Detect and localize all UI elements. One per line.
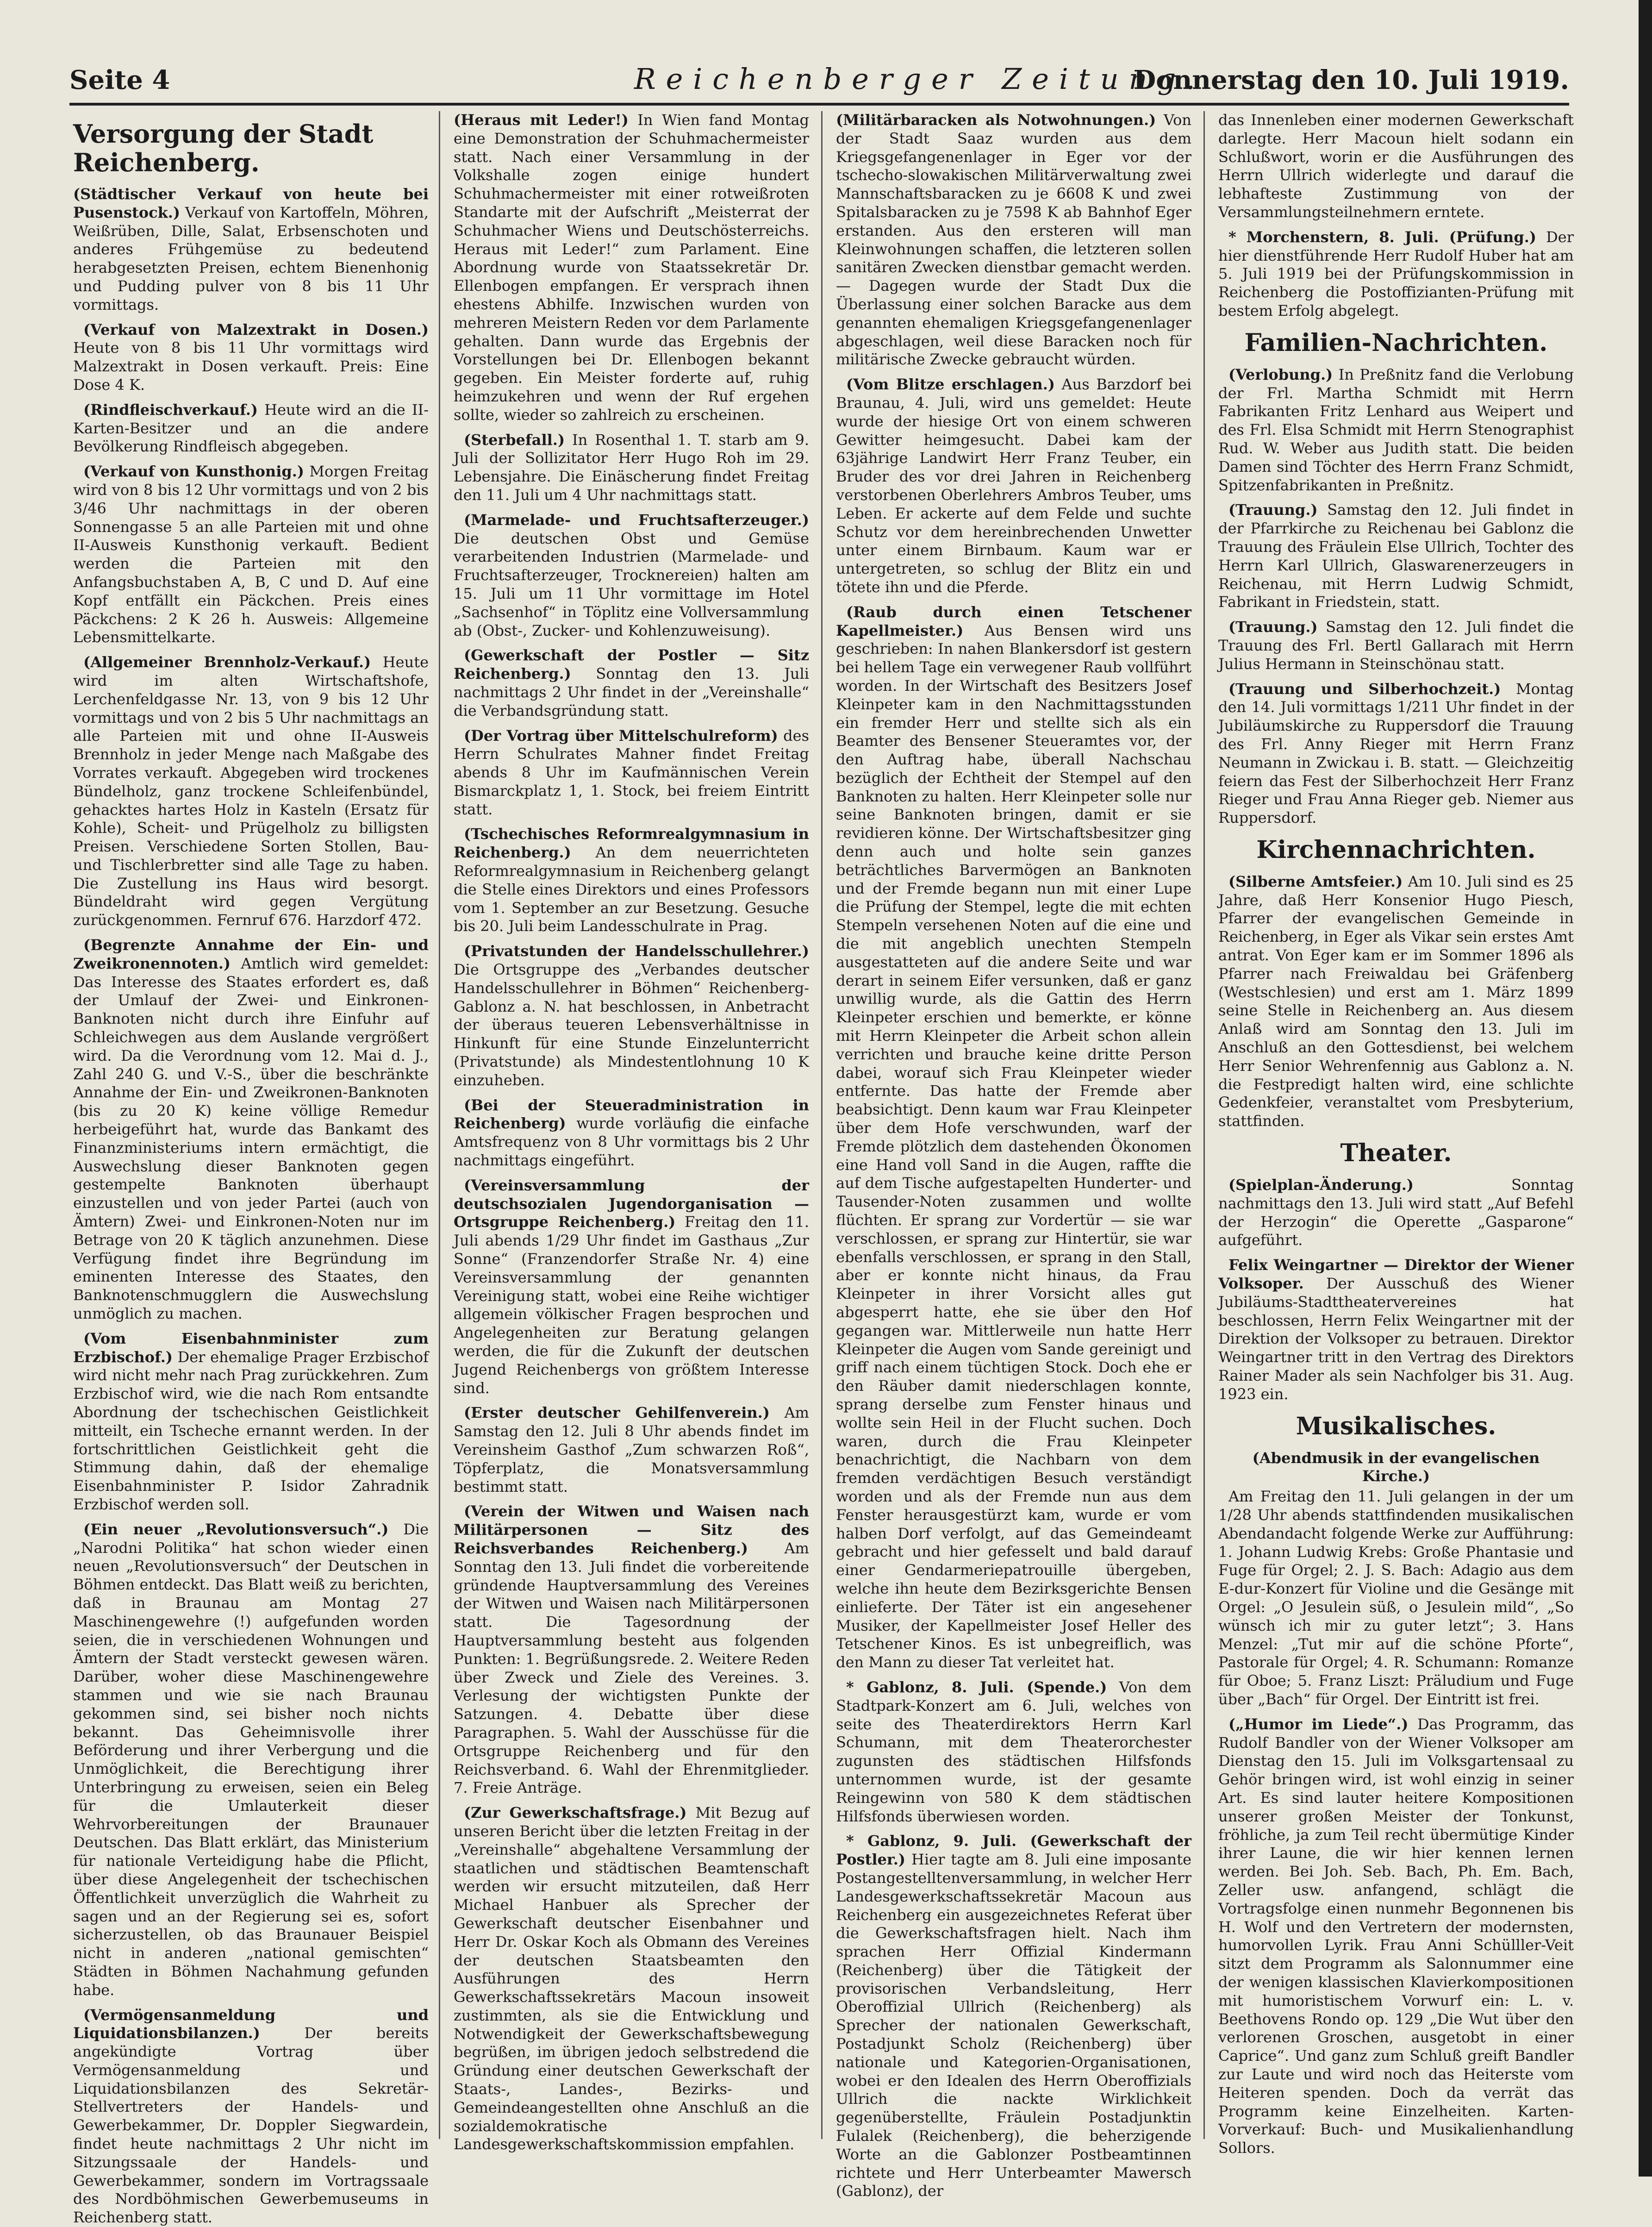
article-body: Sonntag nachmittags den 13. Juli wird statt „Auf Befehl der Herzogin“ die Operette „Gasparone“ aufgeführt. (1218, 1176, 1574, 1249)
section-heading-theater: Theater. (1218, 1139, 1574, 1168)
article-lead: (Verkauf von Malzextrakt in Dosen.) (83, 321, 429, 338)
masthead (69, 60, 1569, 97)
article-body: Am Freitag den 11. Juli gelangen in der um 1/28 Uhr abends stattfindenden musikalischen Abendandacht folgende Werke zur Aufführung: 1. Johann Ludwig Krebs: Große Phantasie und Fuge für Orgel; 2. J. S. Bach: Adagio aus dem E-dur-Konzert für Violine und die Gesänge mit Orgel: „O Jesulein süß, o Jesulein mild“, „So wünsch ich mir zu guter letzt“; 3. Hans Menzel: „Tut mir auf die schöne Pforte“, Pastorale für Orgel; 4. R. Schumann: Romanze für Oboe; 5. Franz Liszt: Präludium und Fuge über „Bach“ für Orgel. Der Eintritt ist frei. (1218, 1488, 1574, 1708)
article-lead: (Gewerkschaft der Postler — Sitz Reichenberg.) (454, 646, 809, 682)
article-lead: (Allgemeiner Brennholz-Verkauf.) (83, 653, 371, 671)
article (1218, 366, 1574, 495)
article (454, 431, 809, 505)
article-lead: (Silberne Amtsfeier.) (1228, 873, 1403, 890)
article-body: Der ehemalige Prager Erzbischof wird nicht mehr nach Prag zurückkehren. Zum Erzbischof wird, wie die nach Rom entsandte Abordnung der tschechischen Geistlichkeit mitteilt, ein Tscheche ernannt werden. In der fortschrittlichen Geistlichkeit geht die Stimmung dahin, daß der ehemalige Eisenbahnminister P. Isidor Zahradnik Erzbischof werden soll. (73, 1348, 429, 1513)
article (454, 646, 809, 720)
article-lead: (Begrenzte Annahme der Ein- und Zweikronennoten.) (73, 936, 429, 972)
article-body: Aus Bensen wird uns geschrieben: In nahen Blankersdorf ist gestern bei hellem Tage ein verwegener Raub vollführt worden. In der Wirtschaft des Besitzers Josef Kleinpeter kam in den Nachmittagsstunden ein fremder Herr und stellte sich als ein Beamter des Bensener Steueramtes vor, der den Auftrag habe, überall Nachschau bezüglich der Echtheit der Stempel auf den Banknoten zu halten. Herr Kleinpeter solle nur seine Banknoten bringen, damit er sie revidieren könne. Der Wirtschaftsbesitzer ging denn auch und holte sein ganzes beträchtliches Barvermögen an Banknoten und der Fremde begann nun mit einer Lupe die Prüfung der Stempel, legte die mit echten Stempeln versehenen Noten auf die eine und die mit angeblich unechten Stempeln ausgestatteten auf die andere Seite und war derart in seinem Eifer versunken, daß er ganz unwillig wurde, als die Gattin des Herrn Kleinpeter erschien und bemerkte, er könne mit Herrn Kleinpeter die Arbeit schon allein verrichten und brauche keine dritte Person dabei, worauf sich Frau Kleinpeter wieder entfernte. Das hatte der Fremde aber beabsichtigt. Denn kaum war Frau Kleinpeter über dem Hofe verschwunden, warf der Fremde plötzlich dem dastehenden Ökonomen eine Hand voll Sand in die Augen, raffte die auf dem Tische aufgestapelten Hunderter- und Tausender-Noten zusammen und wollte flüchten. Er sprang zur Vordertür — sie war verschlossen, er sprang zur Hintertür, sie war ebenfalls verschlossen, er sprang in den Stall, aber er konnte nicht hinaus, da Frau Kleinpeter in ihrer Vorsicht alles gut abgesperrt hatte, ehe sie über den Hof gegangen war. Mittlerweile nun hatte Herr Kleinpeter die Augen vom Sande gereinigt und griff nach einem tüchtigen Stock. Doch ehe er den Räuber damit niederschlagen konnte, sprang derselbe zum Fenster hinaus und wollte sein Heil in der Flucht suchen. Doch waren, durch die Frau Kleinpeter benachrichtigt, die Nachbarn von dem fremden verdächtigen Besuch verständigt worden und als der Fremde nun aus dem Fenster herausgestürzt kam, wurde er vom halben Dorf verfolgt, auf das Gemeindeamt gebracht und hier gefesselt und bald darauf einer Gendarmeriepatrouille übergeben, welche ihn heute dem Bezirksgerichte Bensen einlieferte. Der Täter ist ein angesehener Musiker, der Kapellmeister Josef Heller des Tetschener Kinos. Es ist unbegreiflich, was den Mann zu dieser Tat verleitet hat. (836, 622, 1191, 1671)
article-lead: (Trauung.) (1228, 618, 1318, 636)
scan-edge (1639, 0, 1652, 2177)
column-3 (836, 111, 1191, 2139)
article-body: Der Ausschuß des Wiener Jubiläums-Stadttheatervereines hat beschlossen, Herrn Felix Weingartner mit der Direktion der Volksoper zu betrauen. Direktor Weingartner tritt in den Vertrag des Direktors Rainer Mader als sein Nachfolger bis 31. Aug. 1923 ein. (1218, 1275, 1574, 1403)
article-lead: * Gablonz, 9. Juli. (Gewerkschaft der Postler.) (836, 1832, 1191, 1868)
article-body: Amtlich wird gemeldet: Das Interesse des Staates erfordert es, daß der Umlauf der Zwei- und Einkronen-Banknoten nicht durch ihre Einfuhr auf Schleichwegen aus dem Auslande vergrößert wird. Da die Verordnung vom 12. Mai d. J., Zahl 240 G. und V.-S., über die beschränkte Annahme der Ein- und Zweikronen-Banknoten (bis zu 20 K) keine völlige Remedur herbeigeführt hat, wurde das Bankamt des Finanzministeriums intern ermächtigt, die Auswechslung dieser Banknoten gegen gestempelte Banknoten überhaupt einzustellen und von jeder Partei (auch von Ämtern) Zwei- und Einkronen-Noten nur im Betrage von 20 K täglich anzunehmen. Diese Verfügung findet ihre Begründung im eminenten Interesse des Staates, den Banknotenschmugglern die Auswechslung unmöglich zu machen. (73, 955, 429, 1322)
article (454, 727, 809, 819)
article (73, 1330, 429, 1514)
article-subheading: (Abendmusik in der evangelischen Kirche.) (1218, 1449, 1574, 1486)
article (1218, 111, 1574, 222)
column-rule (1203, 111, 1205, 2139)
article-body: In Rosenthal 1. T. starb am 9. Juli der Sollizitator Herr Hugo Roh im 29. Lebensjahre. Die Einäscherung findet Freitag den 11. Juli um 4 Uhr nachmittags statt. (454, 431, 809, 504)
section-heading-music: Musikalisches. (1218, 1412, 1574, 1441)
article-lead: (Trauung.) (1228, 501, 1318, 519)
article-lead: (Verlobung.) (1228, 366, 1333, 383)
article-lead: (Der Vortrag über Mittelschulreform) (464, 727, 778, 744)
section-heading-church: Kirchennachrichten. (1218, 836, 1574, 864)
article-body: Heute wird an die II-Karten-Besitzer und an die andere Bevölkerung Rindfleisch abgegeben. (73, 401, 429, 456)
article (454, 1804, 809, 2154)
article-body: Montag den 14. Juli vormittags 1/211 Uhr findet in der Jubiläumskirche zu Ruppersdorf die Trauung des Frl. Anny Rieger mit Herrn Franz Neumann in Zwickau i. B. statt. — Gleichzeitig feiern das Fest der Silberhochzeit Herr Franz Rieger und Frau Anna Rieger geb. Niemer aus Ruppersdorf. (1218, 680, 1574, 827)
article-body: das Innenleben einer modernen Gewerkschaft darlegte. Herr Macoun hielt sodann ein Schlußwort, worin er die Ausführungen des Herrn Ullrich widerlegte und darauf die lebhafteste Zustimmung von der Versammlungsteilnehmern erntete. (1218, 111, 1574, 221)
article-body: Der hier dienstführende Herr Rudolf Huber hat am 5. Juli 1919 bei der Prüfungskommission in Reichenberg die Postoffizianten-Prüfung mit bestem Erfolg abgelegt. (1218, 228, 1574, 319)
article-body: In Wien fand Montag eine Demonstration der Schuhmachermeister statt. Nach einer Versammlung in der Volkshalle zogen einige hundert Schuhmachermeister mit einer rotweißroten Standarte mit der Aufschrift „Meisterrat der Schuhmacher Wiens und Deutschösterreichs. Heraus mit Leder!“ zum Parlament. Eine Abordnung wurde von Staatssekretär Dr. Ellenbogen empfangen. Er versprach ihnen ehestens Abhilfe. Inzwischen wurden von mehreren Meistern Reden vor dem Parlamente gehalten. Dann wurde das Ergebnis der Vorstellungen bei Dr. Ellenbogen bekannt gegeben. Ein Meister forderte auf, ruhig heimzukehren und wenn der Ruf ergehen sollte, wieder so zahlreich zu erscheinen. (454, 111, 809, 424)
column-1 (73, 111, 429, 2139)
article-body: Aus Barzdorf bei Braunau, 4. Juli, wird uns gemeldet: Heute wurde der hiesige Ort von einem schweren Gewitter heimgesucht. Dabei kam der 63jährige Landwirt Herr Franz Teuber, ein Bruder des vor drei Jahren in Reichenberg verstorbenen Oberlehrers Ambros Teuber, ums Leben. Er ackerte auf dem Felde und suchte Schutz vor dem hereinbrechenden Unwetter unter einem Birnbaum. Kaum war er untergetreten, so schlug der Blitz ein und tötete ihn und die Pferde. (836, 375, 1191, 596)
article-lead: * Morchenstern, 8. Juli. (Prüfung.) (1228, 228, 1536, 246)
article-lead: * Gablonz, 8. Juli. (Spende.) (846, 1678, 1107, 1696)
newspaper-title: Reichenberger Zeitung. (634, 62, 1205, 96)
page-number: Seite 4 (69, 65, 170, 95)
column-rule (821, 111, 823, 2139)
header-rule (69, 103, 1569, 106)
article-lead: (Vermögensanmeldung und Liquidationsbilanzen.) (73, 2006, 429, 2042)
article-lead: Felix Weingartner — Direktor der Wiener Volksoper. (1218, 1256, 1574, 1292)
article (454, 942, 809, 1089)
article (73, 321, 429, 394)
article-lead: (Sterbefall.) (464, 431, 565, 449)
article-body: Morgen Freitag wird von 8 bis 12 Uhr vormittags und von 2 bis 3/46 Uhr nachmittags in der oberen Sonnengasse 5 an alle Parteien mit und ohne II-Ausweis Kunsthonig verkauft. Bedient werden die Parteien mit den Anfangsbuchstaben A, B, C und D. Auf eine Kopf entfällt ein Päckchen. Preis eines Päckchens: 2 K 26 h. Ausweis: Allgemeine Lebensmittelkarte. (73, 463, 429, 646)
column-rule (439, 111, 440, 2139)
article-lead: (Ein neuer „Revolutionsversuch“.) (83, 1520, 388, 1538)
article-body: Von dem Stadtpark-Konzert am 6. Juli, welches von seite des Theaterdirektors Herrn Karl Schumann, mit dem Theaterorchester zugunsten des städtischen Hilfsfonds unternommen wurde, ist der gesamte Reingewinn von 580 K dem städtischen Hilfsfonds überwiesen worden. (836, 1678, 1191, 1825)
article (454, 1502, 809, 1797)
article-body: Freitag den 11. Juli abends 1/29 Uhr findet im Gasthaus „Zur Sonne“ (Franzendorfer Straße Nr. 4) eine Vereinsversammlung der genannten Vereinigung statt, wobei eine Reihe wichtiger allgemein völkischer Fragen besprochen und Angelegenheiten zur Beratung gelangen werden, die für die Zukunft der deutschen Jugend Reichenbergs von größtem Interesse sind. (454, 1213, 809, 1396)
article (836, 1832, 1191, 2201)
article (73, 936, 429, 1323)
article-body: des Herrn Schulrates Mahner findet Freitag abends 8 Uhr im Kaufmännischen Verein Bismarckplatz 1, 1. Stock, bei freiem Eintritt statt. (454, 727, 809, 818)
article-lead: (Trauung und Silberhochzeit.) (1228, 680, 1501, 698)
article-lead: (Vom Blitze erschlagen.) (846, 375, 1055, 393)
article-lead: (Zur Gewerkschaftsfrage.) (464, 1804, 687, 1821)
article-lead: (Tschechisches Reformrealgymnasium in Reichenberg.) (454, 825, 809, 861)
article-body: Verkauf von Kartoffeln, Möhren, Weißrüben, Dille, Salat, Erbsenschoten und anderes Frühgemüse zu bedeutend herabgesetzten Preisen, echtem Bienenhonig und Pudding pulver von 8 bis 11 Uhr vormittags. (73, 204, 429, 313)
article-body: Das Programm, das Rudolf Bandler von der Wiener Volksoper am Dienstag den 15. Juli im Volksgartensaal zu Gehör bringen wird, ist wohl einzig in seiner Art. Es sind lauter heitere Kompositionen unserer großen Meister der Tonkunst, fröhliche, ja zum Teil recht übermütige Kinder ihrer Laune, die wir hier kennen lernen werden. Bei Joh. Seb. Bach, Ph. Em. Bach, Zeller usw. anfangend, schlägt die Vortragsfolge einen nunmehr Begonnenen bis H. Wolf und den Vertretern der modernsten, humorvollen Lyrik. Frau Anni Schülller-Veit sitzt dem Programm als Salonnummer eine der wenigen klassischen Klavierkompositionen mit humoristischem Vorwurf ein: L. v. Beethovens Rondo op. 129 „Die Wut über den verlorenen Groschen, ausgetobt in einer Caprice“. Und ganz zum Schluß greift Bandler zur Laute und wird noch das Heiterste vom Heiteren spenden. Doch da verrät das Programm keine Einzelheiten. Karten-Vorverkauf: Buch- und Musikalienhandlung Sollors. (1218, 1715, 1574, 2157)
article-lead: (Verein der Witwen und Waisen nach Militärpersonen — Sitz des Reichsverbandes Reichenberg.) (454, 1502, 809, 1557)
article-lead: (Bei der Steueradministration in Reichenberg) (454, 1096, 809, 1132)
article-body: Hier tagte am 8. Juli eine imposante Postangestelltenversammlung, in welcher Herr Landesgewerkschaftssekretär Macoun aus Reichenberg ein ausgezeichnetes Referat über die Gewerkschaftsfragen hielt. Nach ihm sprachen Herr Offizial Kindermann (Reichenberg) über die Tätigkeit der provisorischen Verbandsleitung, Herr Oberoffizial Ullrich (Reichenberg) als Sprecher der nationalen Gewerkschaft, Postadjunkt Scholz (Reichenberg) über nationale und Kategorien-Organisationen, wobei er den Idealen des Herrn Oberoffizials Ullrich die nackte Wirklichkeit gegenüberstellte, Fräulein Postadjunktin Fulalek (Reichenberg), die beherzigende Worte an die Gablonzer Postbeamtinnen richtete und Herr Unterbeamter Mawersch (Gablonz), der (836, 1851, 1191, 2200)
article-body: Die deutschen Obst und Gemüse verarbeitenden Industrien (Marmelade- und Fruchtsafterzeuger, Trocknereien) halten am 15. Juli um 11 Uhr vormittage im Hotel „Sachsenhof“ in Töplitz eine Vollversammlung ab (Obst-, Zucker- und Kohlenzuweisung). (454, 530, 809, 639)
article-lead: (Marmelade- und Fruchtsafterzeuger.) (464, 511, 809, 529)
article (1218, 1256, 1574, 1403)
article (836, 603, 1191, 1672)
section-heading-versorgung: Versorgung der Stadt Reichenberg. (73, 119, 429, 177)
article-lead: (Verkauf von Kunsthonig.) (83, 463, 304, 480)
article (836, 375, 1191, 597)
article (454, 1176, 809, 1398)
article (1218, 228, 1574, 320)
article-lead: (Privatstunden der Handelsschullehrer.) (464, 942, 809, 960)
article (1218, 873, 1574, 1131)
article (1218, 1715, 1574, 2158)
article (1218, 1176, 1574, 1250)
article (1218, 680, 1574, 827)
article-body: Von der Stadt Saaz wurden aus dem Kriegsgefangenenlager in Eger vor der tschecho-slowakischen Militärverwaltung zwei Mannschaftsbaracken zu je 6608 K und zwei Spitalsbaracken zu je 7598 K ab Bahnhof Eger erstanden. Aus den ersteren will man Kleinwohnungen schaffen, die letzteren sollen sanitären Zwecken dienstbar gemacht werden. — Dagegen wurde der Stadt Dux die Überlassung einer solchen Baracke aus dem genannten ehemaligen Kriegsgefangenenlager abgeschlagen, weil diese Baracken noch für militärische Zwecke gebraucht würden. (836, 111, 1191, 368)
article-lead: (Erster deutscher Gehilfenverein.) (464, 1404, 770, 1421)
article-lead: (Städtischer Verkauf von heute bei Pusenstock.) (73, 185, 429, 221)
section-heading-family: Familien-Nachrichten. (1218, 329, 1574, 357)
article-lead: (Militärbaracken als Notwohnungen.) (836, 111, 1156, 129)
article (454, 511, 809, 640)
article-body: Am Sonntag den 13. Juli findet die vorbereitende gründende Hauptversammlung des Vereines der Witwen und Waisen nach Militärpersonen statt. Die Tagesordnung der Hauptversammlung besteht aus folgenden Punkten: 1. Begrüßungsrede. 2. Weitere Reden über Zweck und Ziele des Vereines. 3. Verlesung der wichtigsten Punkte der Satzungen. 4. Debatte über diese Paragraphen. 5. Wahl der Ausschüsse für die Ortsgruppe Reichenberg und für den Reichsverband. 6. Wahl der Ehrenmitglieder. 7. Freie Anträge. (454, 1539, 809, 1796)
article (454, 111, 809, 425)
article-body: wurde vorläufig die einfache Amtsfrequenz von 8 Uhr vormittags bis 2 Uhr nachmittags eingeführt. (454, 1114, 809, 1169)
article-body: Mit Bezug auf unseren Bericht über die letzten Freitag in der „Vereinshalle“ abgehaltene Versammlung der staatlichen und städtischen Beamtenschaft werden wir ersucht mitzuteilen, daß Herr Michael Hanbuer als Sprecher der Gewerkschaft deutscher Eisenbahner und Herr Dr. Oskar Koch als Obmann des Vereines der deutschen Staatsbeamten den Ausführungen des Herrn Gewerkschaftssekretärs Macoun insoweit zustimmten, als sie die Entwicklung und Notwendigkeit der Gewerkschaftsbewegung begrüßen, im übrigen jedoch selbstredend die Gründung einer deutschen Gewerkschaft der Staats-, Landes-, Bezirks- und Gemeindeangestellten ohne Anschluß an die sozialdemokratische Landesgewerkschaftskommission empfahlen. (454, 1804, 809, 2153)
column-4 (1218, 111, 1574, 2139)
article-body: Die Ortsgruppe des „Verbandes deutscher Handelsschullehrer in Böhmen“ Reichenberg-Gablonz a. N. hat beschlossen, in Anbetracht der überaus teueren Lebensverhältnisse in Hinkunft für eine Stunde Einzelunterricht (Privatstunde) als Mindestentlohnung 10 K einzuheben. (454, 961, 809, 1089)
article (73, 653, 429, 930)
article (73, 1520, 429, 2000)
article (73, 2006, 429, 2227)
article-body: An dem neuerrichteten Reformrealgymnasium in Reichenberg gelangt die Stelle eines Direktors und eines Professors vom 1. September an zur Besetzung. Gesuche bis 20. Juli beim Landesschulrate in Prag. (454, 844, 809, 935)
article-body: Am 10. Juli sind es 25 Jahre, daß Herr Konsenior Hugo Piesch, Pfarrer der evangelischen Gemeinde in Reichenberg, in Eger als Vikar sein erstes Amt antrat. Von Eger kam er im Sommer 1896 als Pfarrer nach Freiwaldau bei Gräfenberg (Westschlesien) und erst am 1. März 1899 seine Stelle in Reichenberg an. Aus diesem Anlaß wird am Sonntag den 13. Juli im Anschluß an den Gottesdienst, bei welchem Herr Senior Wehrenfennig aus Gablonz a. N. die Festpredigt halten wird, eine schlichte Gedenkfeier, veranstaltet vom Presbyterium, stattfinden. (1218, 873, 1574, 1130)
article-lead: (Vereinsversammlung der deutschsozialen Jugendorganisation — Ortsgruppe Reichenberg.) (454, 1176, 809, 1231)
article (73, 463, 429, 647)
article-body: Heute wird im alten Wirtschaftshofe, Lerchenfeldgasse Nr. 13, von 9 bis 12 Uhr vormittags und von 2 bis 5 Uhr nachmittags an alle Parteien mit und ohne II-Ausweis Brennholz in jeder Menge nach Maßgabe des Vorrates verkauft. Abgegeben wird trockenes Bündelholz, ganz trockene Schleifenbündel, gehacktes hartes Holz in Kasteln (Ersatz für Kohle), Scheit- und Prügelholz zu billigsten Preisen. Verschiedene Sorten Stollen, Bau- und Tischlerbretter sind alle Tage zu haben. Die Zustellung ins Haus wird besorgt. Bündeldraht wird gegen Vergütung zurückgenommen. Fernruf 676. Harzdorf 472. (73, 653, 429, 929)
article-body: Heute von 8 bis 11 Uhr vormittags wird Malzextrakt in Dosen verkauft. Preis: Eine Dose 4 K. (73, 339, 429, 394)
article-body: Samstag den 12. Juli findet die Trauung des Frl. Bertl Gallarach mit Herrn Julius Hermann in Steinschönau statt. (1218, 618, 1574, 673)
article-body: Der bereits angekündigte Vortrag über Vermögensanmeldung und Liquidationsbilanzen des Sekretär-Stellvertreters der Handels- und Gewerbekammer, Dr. Doppler Siegwardein, findet heute nachmittags 2 Uhr nicht im Sitzungssaale der Handels- und Gewerbekammer, sondern im Vortragssaale des Nordböhmischen Gewerbemuseums in Reichenberg statt. (73, 2024, 429, 2226)
article-lead: (Vom Eisenbahnminister zum Erzbischof.) (73, 1330, 429, 1366)
article-lead: (Rindfleischverkauf.) (83, 401, 258, 419)
article-body: In Preßnitz fand die Verlobung der Frl. Martha Schmidt mit Herrn Fabrikanten Fritz Lenhard aus Weipert und des Frl. Elsa Schmidt mit Herrn Stenographist Rud. W. Weber aus Judith statt. Die beiden Damen sind Töchter des Herrn Franz Schmidt, Spitzenfabrikanten in Preßnitz. (1218, 366, 1574, 494)
article-body: Am Samstag den 12. Juli 8 Uhr abends findet im Vereinsheim Gasthof „Zum schwarzen Roß“, Töpferplatz, die Monatsversammlung bestimmt statt. (454, 1404, 809, 1495)
article (1218, 1488, 1574, 1709)
article (836, 111, 1191, 369)
article-body: Samstag den 12. Juli findet in der Pfarrkirche zu Reichenau bei Gablonz die Trauung des Fräulein Else Ullrich, Tochter des Herrn Karl Ullrich, Glaswarenerzeugers in Reichenau, mit Herrn Ludwig Schmidt, Fabrikant in Friedstein, statt. (1218, 501, 1574, 611)
column-2 (454, 111, 809, 2139)
article-lead: („Humor im Liede“.) (1228, 1715, 1409, 1733)
article (836, 1678, 1191, 1826)
article-lead: (Heraus mit Leder!) (454, 111, 629, 129)
article (73, 185, 429, 314)
article (454, 1404, 809, 1496)
article (73, 401, 429, 456)
article-lead: (Raub durch einen Tetschener Kapellmeister.) (836, 603, 1191, 639)
article (1218, 618, 1574, 673)
article-body: Sonntag den 13. Juli nachmittags 2 Uhr findet in der „Vereinshalle“ die Verbandsgründung statt. (454, 665, 809, 719)
article (454, 825, 809, 936)
article-lead: (Spielplan-Änderung.) (1228, 1176, 1414, 1194)
issue-date: Donnerstag den 10. Juli 1919. (1134, 65, 1569, 95)
article-body: Die „Narodni Politika“ hat schon wieder einen neuen „Revolutionsversuch“ der Deutschen in Böhmen entdeckt. Das Blatt weiß zu berichten, daß in Braunau am Montag 27 Maschinengewehre (!) aufgefunden worden seien, die in verschiedenen Wohnungen und Ämtern der Stadt versteckt gewesen wären. Darüber, woher diese Maschinengewehre stammen und wie sie nach Braunau gekommen sind, sei bisher noch nichts bekannt. Das Geheimnisvolle ihrer Beförderung und ihrer Verbergung und die Unmöglichkeit, die Berechtigung ihrer Unterbringung zu erweisen, seien ein Beleg für die Umlauterkeit dieser Wehrvorbereitungen der Braunauer Deutschen. Das Blatt erklärt, das Ministerium für nationale Verteidigung habe die Pflicht, über diese Angelegenheit der tschechischen Öffentlichkeit unverzüglich die Wahrheit zu sagen und an der Regierung sei es, sofort sicherzustellen, ob das Braunauer Beispiel nicht in anderen „national gemischten“ Städten in Böhmen Nachahmung gefunden habe. (73, 1520, 429, 1999)
article (454, 1096, 809, 1170)
article (1218, 501, 1574, 612)
